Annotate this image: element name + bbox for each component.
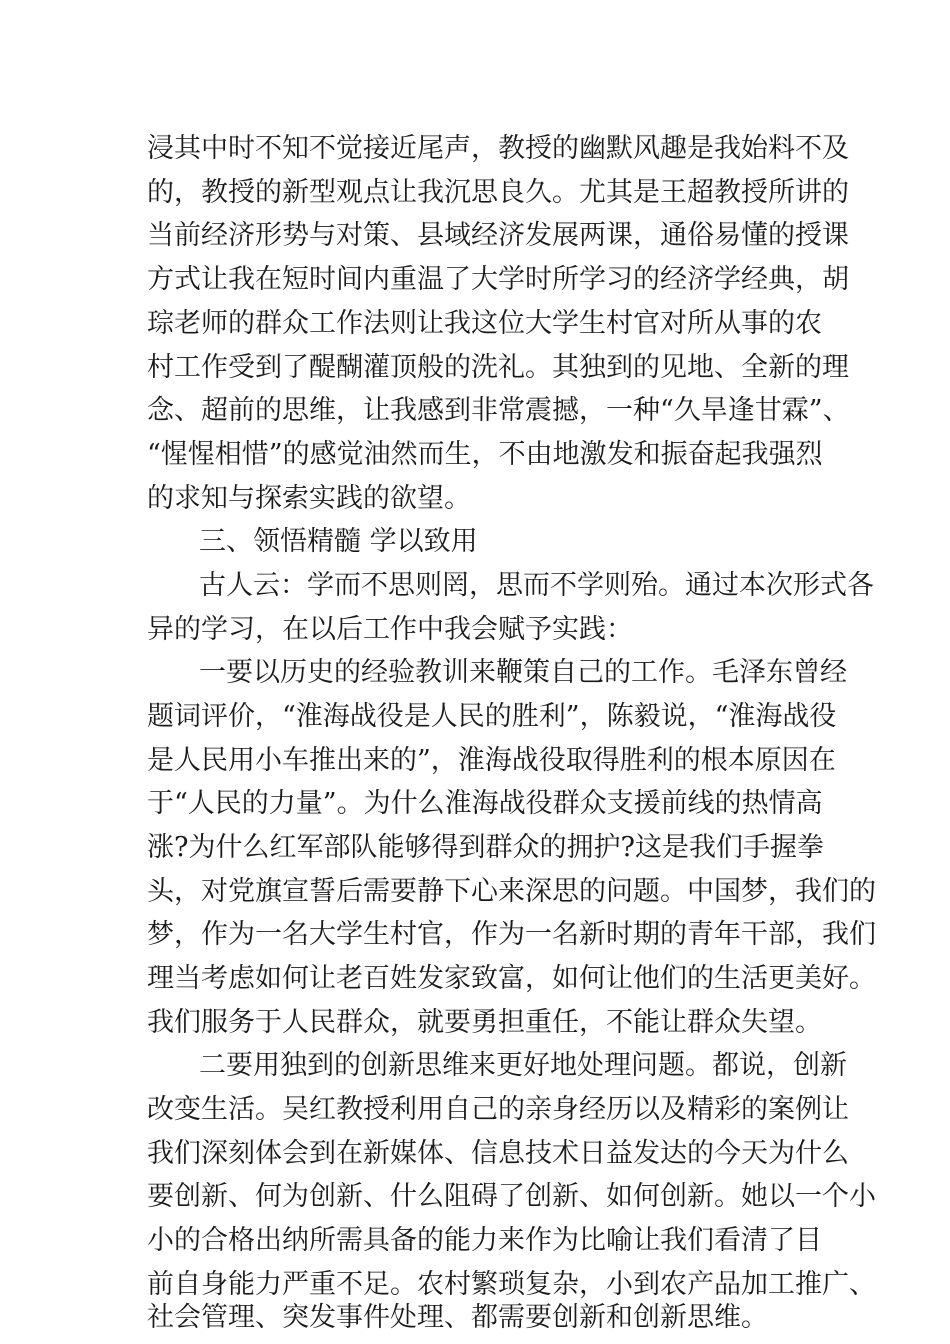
paragraph-line: 梦，作为一名大学生村官，作为一名新时期的青年干部，我们 xyxy=(147,919,876,950)
paragraph-line: 异的学习，在以后工作中我会赋予实践： xyxy=(147,614,633,645)
paragraph-line: 涨?为什么红军部队能够得到群众的拥护?这是我们手握拳 xyxy=(147,832,824,863)
paragraph-line: 念、超前的思维，让我感到非常震撼，一种“久旱逢甘霖”、 xyxy=(147,395,850,426)
paragraph-line: 二要用独到的创新思维来更好地处理问题。都说，创新 xyxy=(199,1050,847,1081)
paragraph-line: 琮老师的群众工作法则让我这位大学生村官对所从事的农 xyxy=(147,308,822,339)
paragraph-line: 头，对党旗宣誓后需要静下心来深思的问题。中国梦，我们的 xyxy=(147,876,876,907)
paragraph-line: 古人云：学而不思则罔，思而不学则殆。通过本次形式各 xyxy=(199,570,874,601)
paragraph-line: 改变生活。吴红教授利用自己的亲身经历以及精彩的案例让 xyxy=(147,1094,849,1125)
paragraph-line: 的，教授的新型观点让我沉思良久。尤其是王超教授所讲的 xyxy=(147,177,849,208)
paragraph-line: 当前经济形势与对策、县域经济发展两课，通俗易懂的授课 xyxy=(147,220,849,251)
paragraph-line: “惺惺相惜”的感觉油然而生，不由地激发和振奋起我强烈 xyxy=(147,439,823,470)
paragraph-line: 村工作受到了醍醐灌顶般的洗礼。其独到的见地、全新的理 xyxy=(147,352,849,383)
paragraph-line: 题词评价，“淮海战役是人民的胜利”，陈毅说，“淮海战役 xyxy=(147,701,837,732)
paragraph-line: 的求知与探索实践的欲望。 xyxy=(147,483,471,514)
paragraph-line: 要创新、何为创新、什么阻碍了创新、如何创新。她以一个小 xyxy=(147,1181,876,1212)
paragraph-line: 我们服务于人民群众，就要勇担重任，不能让群众失望。 xyxy=(147,1007,822,1038)
paragraph-line: 理当考虑如何让老百姓发家致富，如何让他们的生活更美好。 xyxy=(147,963,876,994)
paragraph-line: 小的合格出纳所需具备的能力来作为比喻让我们看清了目 xyxy=(147,1225,822,1256)
section-heading: 三、领悟精髓 学以致用 xyxy=(199,526,478,557)
paragraph-line: 方式让我在短时间内重温了大学时所学习的经济学经典，胡 xyxy=(147,264,849,295)
paragraph-line: 我们深刻体会到在新媒体、信息技术日益发达的今天为什么 xyxy=(147,1138,849,1169)
paragraph-line: 社会管理、突发事件处理、都需要创新和创新思维。 xyxy=(147,1302,768,1333)
paragraph-line: 前自身能力严重不足。农村繁琐复杂，小到农产品加工推广、 xyxy=(147,1269,876,1300)
paragraph-line: 浸其中时不知不觉接近尾声，教授的幽默风趣是我始料不及 xyxy=(147,133,849,164)
paragraph-line: 是人民用小车推出来的”，淮海战役取得胜利的根本原因在 xyxy=(147,745,836,776)
paragraph-line: 一要以历史的经验教训来鞭策自己的工作。毛泽东曾经 xyxy=(199,657,847,688)
paragraph-line: 于“人民的力量”。为什么淮海战役群众支援前线的热情高 xyxy=(147,788,823,819)
